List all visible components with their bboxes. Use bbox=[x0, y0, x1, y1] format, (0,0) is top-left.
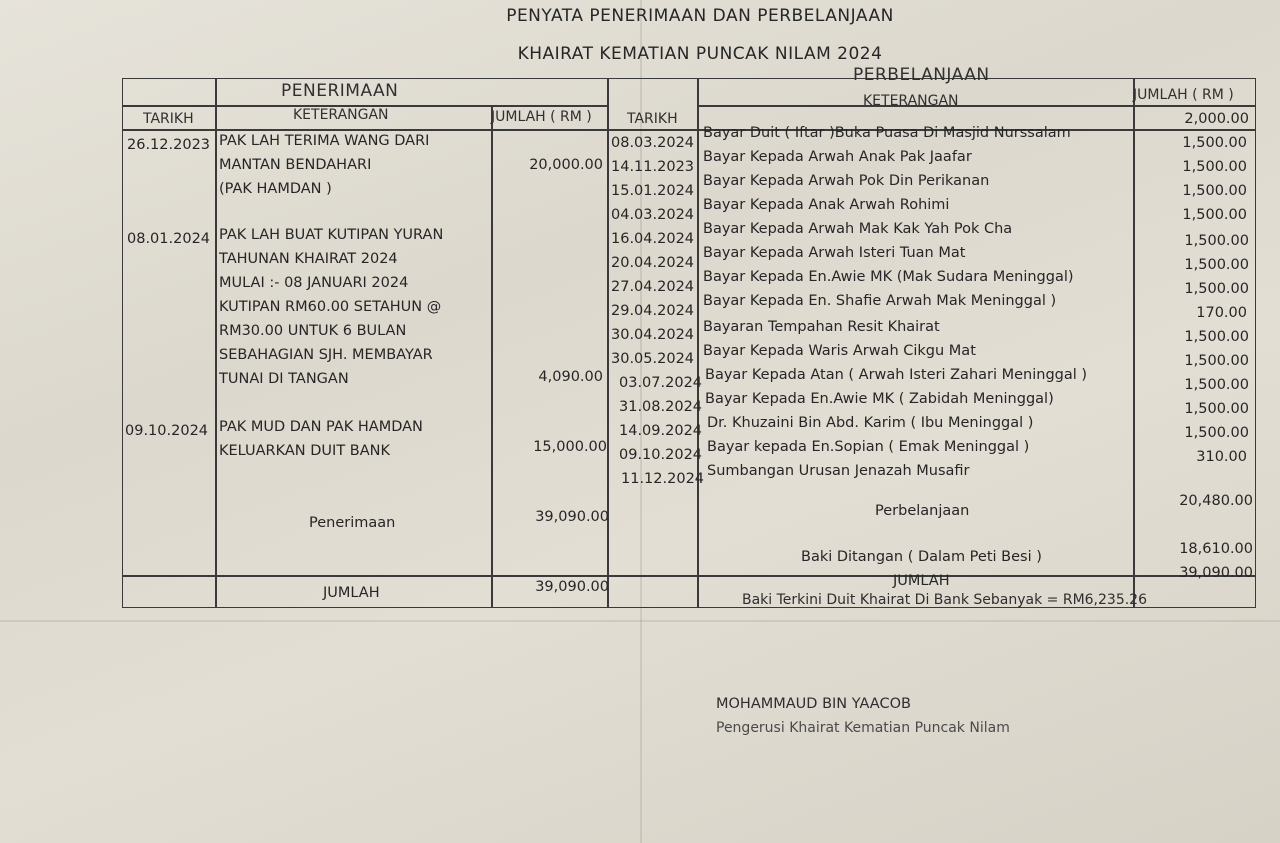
expense-date: 11.12.2024 bbox=[621, 471, 705, 487]
expense-amount: 1,500.00 bbox=[1184, 401, 1249, 417]
expenses-desc-header: KETERANGAN bbox=[863, 93, 959, 109]
expense-amount: 1,500.00 bbox=[1184, 377, 1249, 393]
receipt-line: RM30.00 UNTUK 6 BULAN bbox=[219, 323, 407, 339]
receipt-line: MANTAN BENDAHARI bbox=[219, 157, 372, 173]
expense-amount: 1,500.00 bbox=[1184, 233, 1249, 249]
expenses-total-label: JUMLAH bbox=[893, 573, 950, 589]
receipt-line: PAK LAH BUAT KUTIPAN YURAN bbox=[219, 227, 444, 243]
expense-date: 30.05.2024 bbox=[611, 351, 695, 367]
expense-amount: 1,500.00 bbox=[1182, 207, 1247, 223]
expense-desc: Bayar Kepada En.Awie MK ( Zabidah Meninggal) bbox=[705, 391, 1054, 407]
paper-fold-horizontal bbox=[0, 620, 1280, 622]
signatory-name: MOHAMMAUD BIN YAACOB bbox=[716, 696, 911, 712]
expenses-subtotal-label: Perbelanjaan bbox=[875, 503, 970, 519]
expense-amount: 1,500.00 bbox=[1182, 183, 1247, 199]
expense-date: 04.03.2024 bbox=[611, 207, 695, 223]
expense-date: 31.08.2024 bbox=[619, 399, 703, 415]
expense-amount: 1,500.00 bbox=[1182, 135, 1247, 151]
expense-date: 27.04.2024 bbox=[611, 279, 695, 295]
receipt-line: PAK MUD DAN PAK HAMDAN bbox=[219, 419, 423, 435]
expense-desc: Bayar Kepada Arwah Pok Din Perikanan bbox=[703, 173, 990, 189]
expense-desc: Bayar Kepada En.Awie MK (Mak Sudara Meninggal) bbox=[703, 269, 1074, 285]
expense-desc: Sumbangan Urusan Jenazah Musafir bbox=[707, 463, 970, 479]
expense-amount: 1,500.00 bbox=[1184, 425, 1249, 441]
expense-amount: 1,500.00 bbox=[1182, 159, 1247, 175]
receipt-line: KELUARKAN DUIT BANK bbox=[219, 443, 391, 459]
expenses-total-amount: 39,090.00 bbox=[1179, 565, 1253, 581]
expense-amount: 1,500.00 bbox=[1184, 281, 1249, 297]
expense-desc: Bayar Kepada Anak Arwah Rohimi bbox=[703, 197, 950, 213]
expense-desc: Bayar Kepada Arwah Mak Kak Yah Pok Cha bbox=[703, 221, 1013, 237]
receipts-total-label: JUMLAH bbox=[323, 585, 380, 601]
expense-amount: 170.00 bbox=[1196, 305, 1247, 321]
receipt-amount: 15,000.00 bbox=[533, 439, 607, 455]
expense-date: 09.10.2024 bbox=[619, 447, 703, 463]
expense-amount: 310.00 bbox=[1196, 449, 1247, 465]
expense-date: 08.03.2024 bbox=[611, 135, 695, 151]
receipt-amount: 4,090.00 bbox=[538, 369, 603, 385]
receipt-line: PAK LAH TERIMA WANG DARI bbox=[219, 133, 430, 149]
document-title-line-1: PENYATA PENERIMAAN DAN PERBELANJAAN bbox=[506, 6, 894, 26]
expense-date: 15.01.2024 bbox=[611, 183, 695, 199]
receipt-amount: 20,000.00 bbox=[529, 157, 603, 173]
expense-amount: 1,500.00 bbox=[1184, 353, 1249, 369]
receipts-subtotal-amount: 39,090.00 bbox=[535, 509, 609, 525]
cash-balance-amount: 18,610.00 bbox=[1179, 541, 1253, 557]
bank-balance-note: Baki Terkini Duit Khairat Di Bank Sebanyak = RM6,235.26 bbox=[742, 592, 1147, 608]
receipts-total-amount: 39,090.00 bbox=[535, 579, 609, 595]
expense-date: 16.04.2024 bbox=[611, 231, 695, 247]
receipt-line: (PAK HAMDAN ) bbox=[219, 181, 332, 197]
expense-date: 03.07.2024 bbox=[619, 375, 703, 391]
expense-desc: Bayar Kepada Arwah Isteri Tuan Mat bbox=[703, 245, 966, 261]
receipt-line: TUNAI DI TANGAN bbox=[219, 371, 349, 387]
expense-date: 30.04.2024 bbox=[611, 327, 695, 343]
receipt-line: KUTIPAN RM60.00 SETAHUN @ bbox=[219, 299, 442, 315]
expense-desc: Bayar Kepada Arwah Anak Pak Jaafar bbox=[703, 149, 972, 165]
receipts-amount-header: JUMLAH ( RM ) bbox=[491, 109, 592, 125]
expenses-subtotal-amount: 20,480.00 bbox=[1179, 493, 1253, 509]
expenses-date-header: TARIKH bbox=[627, 111, 678, 127]
expense-desc: Dr. Khuzaini Bin Abd. Karim ( Ibu Meninggal ) bbox=[707, 415, 1034, 431]
expense-amount: 1,500.00 bbox=[1184, 257, 1249, 273]
expense-desc: Bayar kepada En.Sopian ( Emak Meninggal ) bbox=[707, 439, 1030, 455]
document-title-line-2: KHAIRAT KEMATIAN PUNCAK NILAM 2024 bbox=[517, 44, 883, 64]
expense-amount: 2,000.00 bbox=[1184, 111, 1249, 127]
receipt-date: 09.10.2024 bbox=[125, 423, 209, 439]
expense-date: 29.04.2024 bbox=[611, 303, 695, 319]
expense-date: 20.04.2024 bbox=[611, 255, 695, 271]
receipt-date: 08.01.2024 bbox=[127, 231, 211, 247]
cash-balance-label: Baki Ditangan ( Dalam Peti Besi ) bbox=[801, 549, 1042, 565]
expense-date: 14.11.2023 bbox=[611, 159, 695, 175]
expense-desc: Bayar Kepada Atan ( Arwah Isteri Zahari Meninggal ) bbox=[705, 367, 1088, 383]
expense-desc: Bayar Kepada En. Shafie Arwah Mak Meninggal ) bbox=[703, 293, 1057, 309]
receipts-subtotal-label: Penerimaan bbox=[309, 515, 396, 531]
expense-desc: Bayar Kepada Waris Arwah Cikgu Mat bbox=[703, 343, 976, 359]
receipt-line: MULAI :- 08 JANUARI 2024 bbox=[219, 275, 409, 291]
expense-desc: Bayaran Tempahan Resit Khairat bbox=[703, 319, 940, 335]
receipts-date-header: TARIKH bbox=[143, 111, 194, 127]
expenses-amount-header: JUMLAH ( RM ) bbox=[1133, 87, 1234, 103]
receipts-desc-header: KETERANGAN bbox=[293, 107, 389, 123]
expense-desc: Bayar Duit ( Iftar )Buka Puasa Di Masjid Nurssalam bbox=[703, 125, 1071, 141]
expense-amount: 1,500.00 bbox=[1184, 329, 1249, 345]
receipt-line: SEBAHAGIAN SJH. MEMBAYAR bbox=[219, 347, 433, 363]
receipts-section-title: PENERIMAAN bbox=[281, 81, 399, 101]
expense-date: 14.09.2024 bbox=[619, 423, 703, 439]
expenses-section-title: PERBELANJAAN bbox=[853, 65, 990, 85]
receipt-date: 26.12.2023 bbox=[127, 137, 211, 153]
signatory-title: Pengerusi Khairat Kematian Puncak Nilam bbox=[716, 720, 1010, 736]
receipt-line: TAHUNAN KHAIRAT 2024 bbox=[219, 251, 398, 267]
statement-table bbox=[122, 65, 1256, 608]
